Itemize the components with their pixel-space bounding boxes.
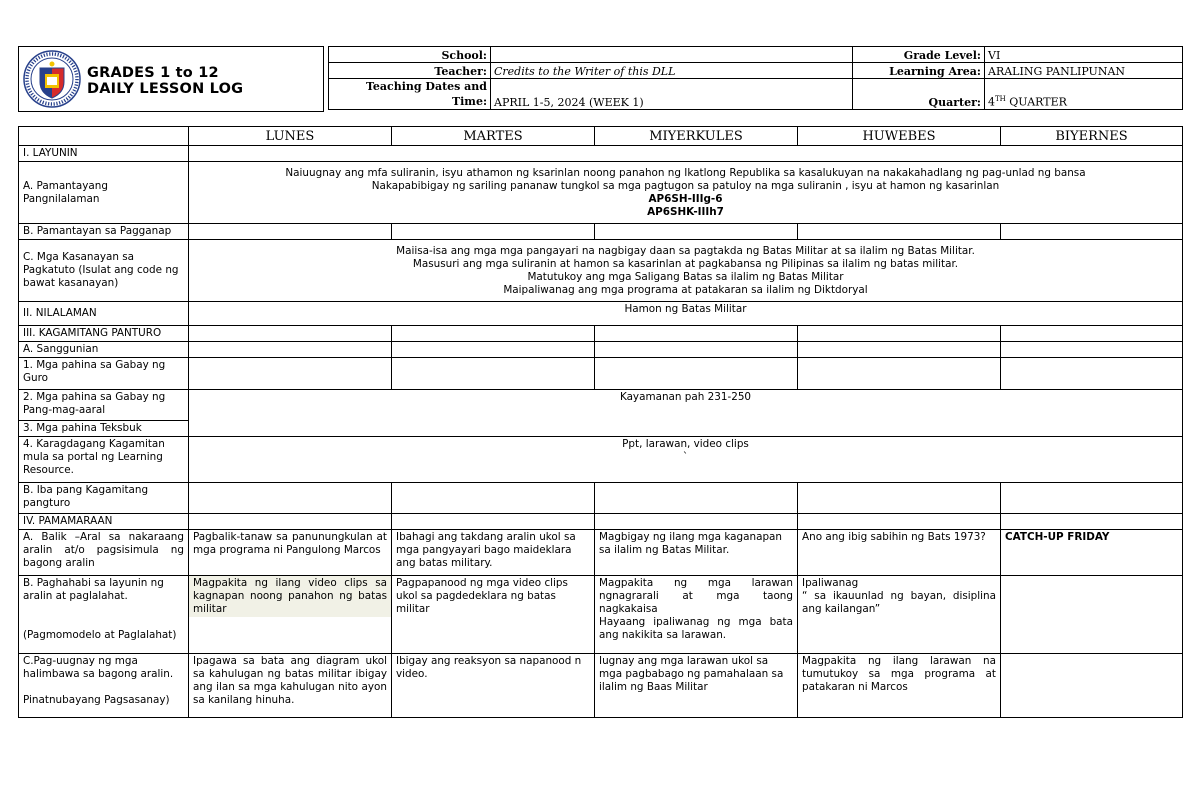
document-title [87, 65, 243, 97]
header-title-block [18, 46, 324, 112]
gabay-guro-huwebes [798, 358, 1001, 390]
header-blank-cell [19, 127, 189, 146]
teksbuk-label: 3. Mga pahina Teksbuk [19, 421, 189, 437]
gabay-guro-biyernes [1001, 358, 1183, 390]
table-row [19, 162, 1183, 224]
iba-lunes [189, 483, 392, 514]
karagdagan-mark: ` [682, 451, 689, 463]
school-label: School: [329, 47, 491, 63]
teaching-dates-label-line1: Teaching Dates and [365, 80, 487, 93]
pamamaraan-huwebes [798, 514, 1001, 530]
gabay-guro-miyerkules [595, 358, 798, 390]
section-nilalaman: II. NILALAMAN [19, 302, 189, 326]
pamantayang-code-2: AP6SHK-IIIh7 [647, 205, 724, 218]
table-row [19, 530, 1183, 576]
paghahabi-martes: Pagpapanood ng mga video clips ukol sa pagdedeklara ng batas militar [392, 576, 595, 654]
paghahabi-label-cell [19, 576, 189, 654]
paghahabi-biyernes [1001, 576, 1183, 654]
pagganap-label: B. Pamantayan sa Pagganap [19, 224, 189, 240]
teacher-label: Teacher: [329, 63, 491, 79]
kagamitan-martes [392, 326, 595, 342]
day-header-huwebes: HUWEBES [798, 127, 1001, 146]
lesson-log-table [18, 126, 1183, 718]
quarter-suffix: TH [995, 95, 1006, 104]
teaching-dates-label [329, 79, 491, 110]
nilalaman-content: Hamon ng Batas Militar [189, 302, 1183, 326]
kagamitan-lunes [189, 326, 392, 342]
learning-area-value: ARALING PANLIPUNAN [985, 63, 1183, 79]
karagdagan-text: Ppt, larawan, video clips [622, 438, 749, 450]
pamantayang-line-2: Nakapabibigay ng sariling pananaw tungkol sa mga pagtugon sa patuloy na mga suliranin , isyu at hamon ng kasarinlan [371, 179, 1000, 192]
sanggunian-miyerkules [595, 342, 798, 358]
pamamaraan-martes [392, 514, 595, 530]
pagganap-huwebes [798, 224, 1001, 240]
table-row [19, 342, 1183, 358]
pag-uugnay-label: C.Pag-uugnay ng mga halimbawa sa bagong aralin. [23, 655, 174, 680]
day-header-martes: MARTES [392, 127, 595, 146]
section-kagamitan: III. KAGAMITANG PANTURO [19, 326, 189, 342]
sanggunian-label: A. Sanggunian [19, 342, 189, 358]
kasanayan-line-2: Masusuri ang mga suliranin at hamon sa kasarinlan at pagkabansa ng Pilipinas sa ilalim ng batas militar. [412, 257, 959, 270]
gabay-guro-martes [392, 358, 595, 390]
table-header-row [19, 127, 1183, 146]
sanggunian-huwebes [798, 342, 1001, 358]
pagganap-miyerkules [595, 224, 798, 240]
paghahabi-label: B. Paghahabi sa layunin ng aralin at paglalahat. [23, 577, 164, 602]
sanggunian-martes [392, 342, 595, 358]
pagganap-lunes [189, 224, 392, 240]
balik-aral-label: A. Balik –Aral sa nakaraang aralin at/o pagsisimula ng bagong aralin [19, 530, 189, 576]
balik-aral-martes: Ibahagi ang takdang aralin ukol sa mga pangyayari bago maideklara ang batas military. [392, 530, 595, 576]
section-layunin: I. LAYUNIN [19, 146, 189, 162]
quarter-text: QUARTER [1005, 96, 1067, 109]
iba-martes [392, 483, 595, 514]
kagamitan-biyernes [1001, 326, 1183, 342]
iba-biyernes [1001, 483, 1183, 514]
kasanayan-line-1: Maiisa-isa ang mga mga pangayari na nagbigay daan sa pagtakda ng Batas Militar at sa ilalim ng Batas Militar. [396, 244, 975, 257]
gabay-guro-lunes [189, 358, 392, 390]
teaching-dates-label-line2: Time: [451, 95, 487, 108]
table-row [19, 326, 1183, 342]
quarter-number: 4 [988, 96, 995, 109]
pamantayang-label: A. Pamantayang Pangnilalaman [19, 162, 189, 224]
layunin-content [189, 146, 1183, 162]
deped-seal-icon [23, 50, 81, 108]
pag-uugnay-biyernes [1001, 654, 1183, 718]
pagganap-martes [392, 224, 595, 240]
table-row [19, 576, 1183, 654]
kasanayan-line-3: Matutukoy ang mga Saligang Batas sa ilalim ng Batas Militar [527, 270, 844, 283]
paghahabi-huwebes [798, 576, 1001, 654]
grade-level-label: Grade Level: [853, 47, 985, 63]
karagdagan-content [189, 437, 1183, 483]
paghahabi-huwebes-line-2: “ sa ikauunlad ng bayan, disiplina ang kailangan” [802, 590, 996, 615]
day-header-biyernes: BIYERNES [1001, 127, 1183, 146]
kasanayan-label: C. Mga Kasanayan sa Pagkatuto (Isulat ang code ng bawat kasanayan) [19, 240, 189, 302]
balik-aral-huwebes: Ano ang ibig sabihin ng Bats 1973? [798, 530, 1001, 576]
pamantayang-line-1: Naiuugnay ang mfa suliranin, isyu athamon ng ksarinlan noong panahon ng Ikatlong Republika sa kasalukuyan na nakakahadlang ng pag-unlad ng bansa [285, 166, 1086, 179]
pamamaraan-biyernes [1001, 514, 1183, 530]
section-pamamaraan: IV. PAMAMARAAN [19, 514, 189, 530]
pag-uugnay-martes: Ibigay ang reaksyon sa napanood n video. [392, 654, 595, 718]
table-row [19, 654, 1183, 718]
pag-uugnay-lunes: Ipagawa sa bata ang diagram ukol sa kahulugan ng batas militar ibigay ang ilan sa mga kahulugan nito ayon sa kanilang hinuha. [189, 654, 392, 718]
pag-uugnay-label-cell [19, 654, 189, 718]
table-row [19, 146, 1183, 162]
sanggunian-lunes [189, 342, 392, 358]
day-header-miyerkules: MIYERKULES [595, 127, 798, 146]
paghahabi-huwebes-line-1: Ipaliwanag [802, 577, 859, 589]
pagganap-biyernes [1001, 224, 1183, 240]
document-title-line1: GRADES 1 to 12 [87, 65, 219, 81]
table-row [19, 224, 1183, 240]
karagdagan-label: 4. Karagdagang Kagamitan mula sa portal ng Learning Resource. [19, 437, 189, 483]
gabay-mag-aaral-content: Kayamanan pah 231-250 [189, 390, 1183, 437]
paghahabi-lunes [189, 576, 392, 654]
balik-aral-miyerkules: Magbigay ng ilang mga kaganapan sa ilalim ng Batas Militar. [595, 530, 798, 576]
table-row [19, 437, 1183, 483]
iba-miyerkules [595, 483, 798, 514]
table-row [19, 390, 1183, 421]
teacher-value: Credits to the Writer of this DLL [491, 63, 853, 79]
quarter-value [985, 79, 1183, 110]
table-row [19, 514, 1183, 530]
school-value [491, 47, 853, 63]
table-row [19, 358, 1183, 390]
pamamaraan-miyerkules [595, 514, 798, 530]
pag-uugnay-miyerkules: Iugnay ang mga larawan ukol sa mga pagbabago ng pamahalaan sa ilalim ng Baas Militar [595, 654, 798, 718]
pamantayang-code-1: AP6SH-IIIg-6 [648, 192, 723, 205]
paghahabi-sublabel: (Pagmomodelo at Paglalahat) [23, 629, 177, 641]
table-row [19, 240, 1183, 302]
paghahabi-miyerkules [595, 576, 798, 654]
kagamitan-huwebes [798, 326, 1001, 342]
table-row [19, 483, 1183, 514]
learning-area-label: Learning Area: [853, 63, 985, 79]
pamantayang-content [189, 162, 1183, 224]
iba-huwebes [798, 483, 1001, 514]
paghahabi-miyerkules-line-1: Magpakita ng mga larawan ngnagrarali at mga taong nagkakaisa [599, 577, 793, 615]
iba-label: B. Iba pang Kagamitang pangturo [19, 483, 189, 514]
table-row [19, 302, 1183, 326]
balik-aral-lunes: Pagbalik-tanaw sa panunungkulan at mga programa ni Pangulong Marcos [189, 530, 392, 576]
kagamitan-miyerkules [595, 326, 798, 342]
highlighted-text: Magpakita ng ilang video clips sa kagnapan noong panahon ng batas militar [189, 576, 391, 617]
grade-level-value: VI [985, 47, 1183, 63]
balik-aral-biyernes: CATCH-UP FRIDAY [1001, 530, 1183, 576]
header-info-table [328, 46, 1183, 110]
pamamaraan-lunes [189, 514, 392, 530]
sanggunian-biyernes [1001, 342, 1183, 358]
kasanayan-line-4: Maipaliwanag ang mga programa at patakaran sa ilalim ng Diktdoryal [503, 283, 868, 296]
teaching-dates-value: APRIL 1-5, 2024 (WEEK 1) [491, 79, 853, 110]
pag-uugnay-sublabel: Pinatnubayang Pagsasanay) [23, 694, 170, 706]
day-header-lunes: LUNES [189, 127, 392, 146]
document-title-line2: DAILY LESSON LOG [87, 81, 244, 97]
gabay-guro-label: 1. Mga pahina sa Gabay ng Guro [19, 358, 189, 390]
paghahabi-miyerkules-line-2: Hayaang ipaliwanag ng mga bata ang nakikita sa larawan. [599, 616, 793, 641]
gabay-mag-aaral-label: 2. Mga pahina sa Gabay ng Pang-mag-aaral [19, 390, 189, 421]
kasanayan-content [189, 240, 1183, 302]
pag-uugnay-huwebes: Magpakita ng ilang larawan na tumutukoy sa mga programa at patakaran ni Marcos [798, 654, 1001, 718]
quarter-label: Quarter: [853, 79, 985, 110]
